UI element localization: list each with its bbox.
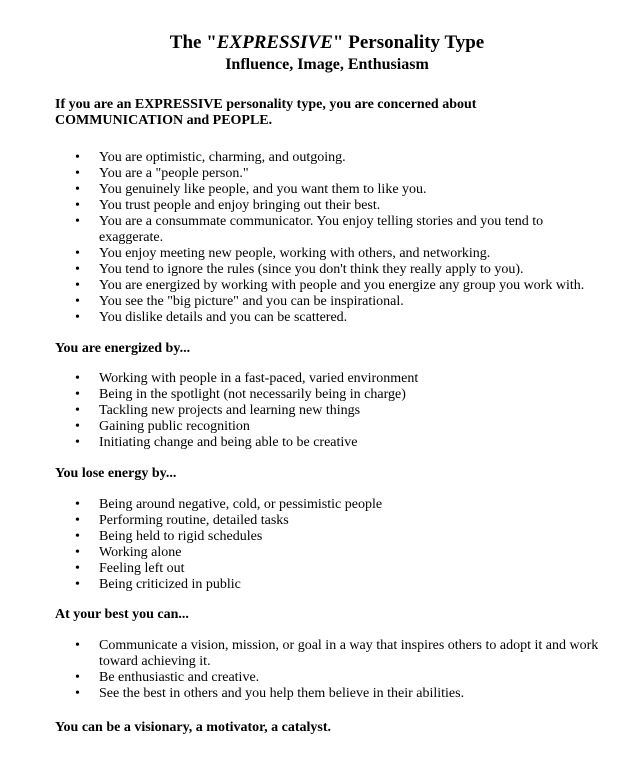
traits-list <box>55 150 599 326</box>
bullet-icon: • <box>75 497 80 512</box>
bullet-icon: • <box>75 182 80 197</box>
list-item: • You enjoy meeting new people, working with others, and networking. <box>75 246 491 261</box>
bullet-icon: • <box>75 670 80 685</box>
lose-energy-list <box>55 497 599 593</box>
bullet-icon: • <box>75 403 80 418</box>
list-item: • You dislike details and you can be scattered. <box>75 310 348 325</box>
list-item: • You genuinely like people, and you want them to like you. <box>75 182 427 197</box>
list-item: • Working with people in a fast-paced, varied environment <box>75 371 419 386</box>
intro-paragraph <box>55 97 599 129</box>
bullet-icon: • <box>75 435 80 450</box>
bullet-icon: • <box>75 198 80 213</box>
bullet-icon: • <box>75 150 80 165</box>
list-item: • Being criticized in public <box>75 577 241 592</box>
bullet-icon: • <box>75 166 80 181</box>
list-item: • See the best in others and you help them believe in their abilities. <box>75 686 465 701</box>
list-item: • Feeling left out <box>75 561 185 576</box>
list-item: • You tend to ignore the rules (since you don't think they really apply to you). <box>75 262 524 277</box>
list-item: • Tackling new projects and learning new things <box>75 403 361 418</box>
bullet-icon: • <box>75 294 80 309</box>
bullet-icon: • <box>75 262 80 277</box>
bullet-icon: • <box>75 686 80 701</box>
intro-line-1: If you are an EXPRESSIVE personality type, you are concerned about <box>55 97 477 112</box>
bullet-icon: • <box>75 419 80 434</box>
title-suffix: " Personality Type <box>332 32 485 53</box>
lose-energy-heading: You lose energy by... <box>55 466 177 481</box>
intro-line-2: COMMUNICATION and PEOPLE. <box>55 113 273 128</box>
list-item: • Working alone <box>75 545 182 560</box>
list-item: • Being in the spotlight (not necessarily being in charge) <box>75 387 406 402</box>
bullet-icon: • <box>75 246 80 261</box>
bullet-icon: • <box>75 387 80 402</box>
at-best-heading: At your best you can... <box>55 607 189 622</box>
list-item: • You are a consummate communicator. You enjoy telling stories and you tend to exaggerate. <box>75 214 544 245</box>
title-prefix: The " <box>169 32 217 53</box>
energized-heading: You are energized by... <box>55 341 191 356</box>
bullet-icon: • <box>75 513 80 528</box>
at-best-list <box>55 638 599 702</box>
bullet-icon: • <box>75 561 80 576</box>
bullet-icon: • <box>75 214 80 229</box>
title-emphasis: EXPRESSIVE <box>216 32 333 53</box>
list-item: • Gaining public recognition <box>75 419 250 434</box>
bullet-icon: • <box>75 638 80 653</box>
page-title <box>55 0 599 54</box>
page-subtitle: Influence, Image, Enthusiasm <box>225 56 429 73</box>
bullet-icon: • <box>75 278 80 293</box>
energized-list <box>55 371 599 451</box>
list-item: • You are energized by working with people and you energize any group you work with. <box>75 278 585 293</box>
list-item: • Communicate a vision, mission, or goal in a way that inspires others to adopt it and work toward achieving it. <box>75 638 599 669</box>
list-item: • You see the "big picture" and you can be inspirational. <box>75 294 404 309</box>
bullet-icon: • <box>75 577 80 592</box>
closing-statement: You can be a visionary, a motivator, a catalyst. <box>55 720 331 735</box>
bullet-icon: • <box>75 371 80 386</box>
list-item: • You are optimistic, charming, and outgoing. <box>75 150 346 165</box>
list-item: • Being held to rigid schedules <box>75 529 263 544</box>
bullet-icon: • <box>75 545 80 560</box>
list-item: • You trust people and enjoy bringing out their best. <box>75 198 381 213</box>
list-item: • Be enthusiastic and creative. <box>75 670 260 685</box>
bullet-icon: • <box>75 310 80 325</box>
list-item: • Initiating change and being able to be creative <box>75 435 358 450</box>
list-item: • You are a "people person." <box>75 166 249 181</box>
list-item: • Being around negative, cold, or pessimistic people <box>75 497 383 512</box>
list-item: • Performing routine, detailed tasks <box>75 513 289 528</box>
bullet-icon: • <box>75 529 80 544</box>
